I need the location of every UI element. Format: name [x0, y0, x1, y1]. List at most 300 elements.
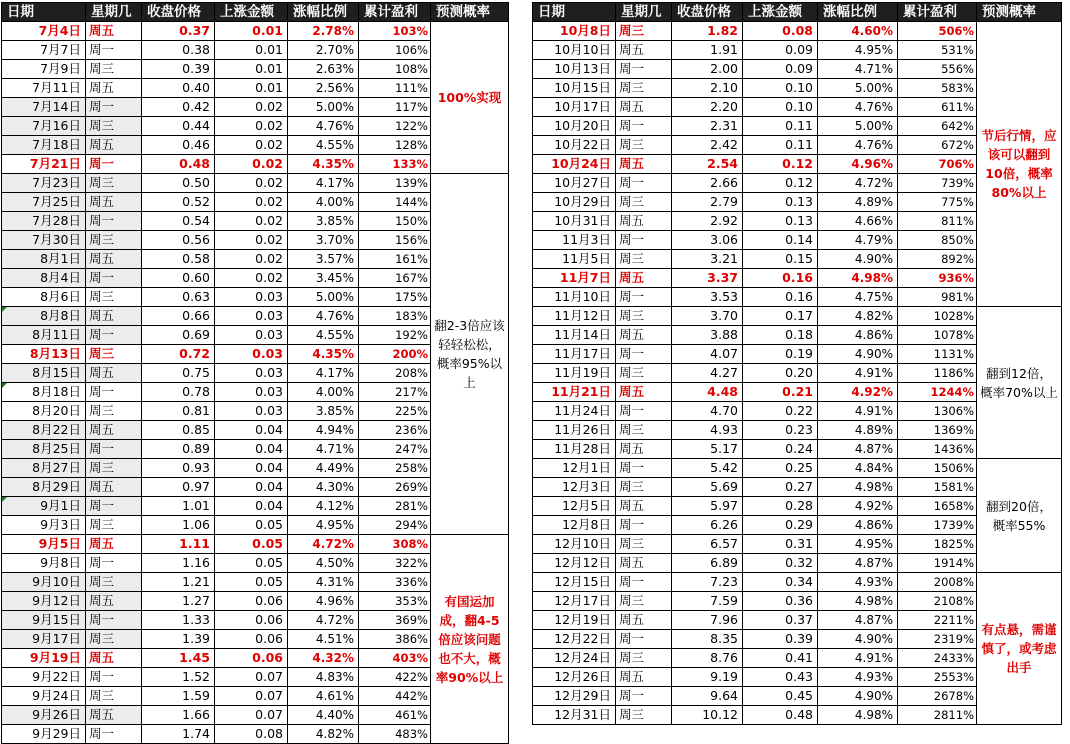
weekday-cell: 周一	[616, 231, 672, 250]
cumulative-profit-cell: 161%	[359, 250, 431, 269]
cumulative-profit-cell: 1131%	[898, 345, 977, 364]
rise-amount-cell: 0.09	[743, 41, 818, 60]
rise-amount-cell: 0.39	[743, 630, 818, 649]
weekday-cell: 周三	[86, 288, 142, 307]
close-price-cell: 1.16	[142, 554, 215, 573]
cumulative-profit-cell: 322%	[359, 554, 431, 573]
close-price-cell: 2.42	[672, 136, 743, 155]
rise-pct-cell: 4.98%	[818, 706, 898, 725]
weekday-cell: 周三	[86, 174, 142, 193]
date-cell: 12月8日	[533, 516, 616, 535]
date-cell: 10月10日	[533, 41, 616, 60]
rise-amount-cell: 0.01	[215, 79, 288, 98]
rise-pct-cell: 4.55%	[288, 326, 359, 345]
header-forecast: 预测概率	[977, 3, 1062, 22]
weekday-cell: 周三	[86, 60, 142, 79]
header-cumulative-profit: 累计盈利	[898, 3, 977, 22]
close-price-cell: 1.33	[142, 611, 215, 630]
table-row	[2, 22, 509, 41]
weekday-cell: 周一	[86, 554, 142, 573]
forecast-note: 节后行情，应该可以翻到10倍，概率80%以上	[977, 22, 1062, 307]
rise-pct-cell: 2.78%	[288, 22, 359, 41]
rise-amount-cell: 0.04	[215, 459, 288, 478]
close-price-cell: 0.60	[142, 269, 215, 288]
weekday-cell: 周三	[86, 516, 142, 535]
weekday-cell: 周一	[616, 402, 672, 421]
weekday-cell: 周一	[616, 687, 672, 706]
cumulative-profit-cell: 103%	[359, 22, 431, 41]
cumulative-profit-cell: 556%	[898, 60, 977, 79]
weekday-cell: 周五	[616, 155, 672, 174]
close-price-cell: 5.69	[672, 478, 743, 497]
cumulative-profit-cell: 611%	[898, 98, 977, 117]
rise-amount-cell: 0.05	[215, 573, 288, 592]
date-cell: 10月20日	[533, 117, 616, 136]
rise-pct-cell: 4.12%	[288, 497, 359, 516]
header-rise-amount: 上涨金额	[215, 3, 288, 22]
rise-pct-cell: 3.85%	[288, 212, 359, 231]
close-price-cell: 0.48	[142, 155, 215, 174]
close-price-cell: 0.46	[142, 136, 215, 155]
date-cell: 12月26日	[533, 668, 616, 687]
close-price-cell: 1.06	[142, 516, 215, 535]
rise-amount-cell: 0.02	[215, 155, 288, 174]
rise-amount-cell: 0.13	[743, 212, 818, 231]
rise-amount-cell: 0.23	[743, 421, 818, 440]
rise-pct-cell: 4.49%	[288, 459, 359, 478]
weekday-cell: 周一	[86, 326, 142, 345]
close-price-cell: 0.66	[142, 307, 215, 326]
cumulative-profit-cell: 583%	[898, 79, 977, 98]
date-cell: 7月30日	[2, 231, 86, 250]
table-row	[2, 174, 509, 193]
cumulative-profit-cell: 981%	[898, 288, 977, 307]
date-cell: 8月18日	[2, 383, 86, 402]
rise-pct-cell: 3.57%	[288, 250, 359, 269]
rise-pct-cell: 4.89%	[818, 193, 898, 212]
close-price-cell: 7.59	[672, 592, 743, 611]
cumulative-profit-cell: 192%	[359, 326, 431, 345]
date-cell: 11月17日	[533, 345, 616, 364]
cumulative-profit-cell: 531%	[898, 41, 977, 60]
close-price-cell: 8.76	[672, 649, 743, 668]
forecast-note: 有点悬，需谨慎了，或考虑出手	[977, 573, 1062, 725]
rise-pct-cell: 5.00%	[288, 98, 359, 117]
date-cell: 7月28日	[2, 212, 86, 231]
cumulative-profit-cell: 2811%	[898, 706, 977, 725]
forecast-note: 翻到20倍，概率55%	[977, 459, 1062, 573]
rise-pct-cell: 4.72%	[288, 611, 359, 630]
date-cell: 10月13日	[533, 60, 616, 79]
cumulative-profit-cell: 775%	[898, 193, 977, 212]
date-cell: 10月15日	[533, 79, 616, 98]
header-row	[533, 3, 1062, 22]
cumulative-profit-cell: 175%	[359, 288, 431, 307]
rise-pct-cell: 4.71%	[288, 440, 359, 459]
header-weekday: 星期几	[616, 3, 672, 22]
close-price-cell: 0.93	[142, 459, 215, 478]
rise-pct-cell: 4.87%	[818, 440, 898, 459]
weekday-cell: 周三	[86, 573, 142, 592]
header-rise-pct: 涨幅比例	[818, 3, 898, 22]
close-price-cell: 5.42	[672, 459, 743, 478]
close-price-cell: 7.96	[672, 611, 743, 630]
rise-pct-cell: 2.56%	[288, 79, 359, 98]
table-row	[2, 535, 509, 554]
rise-amount-cell: 0.41	[743, 649, 818, 668]
rise-amount-cell: 0.07	[215, 687, 288, 706]
rise-pct-cell: 4.76%	[288, 117, 359, 136]
rise-amount-cell: 0.06	[215, 611, 288, 630]
rise-pct-cell: 4.61%	[288, 687, 359, 706]
date-cell: 7月23日	[2, 174, 86, 193]
weekday-cell: 周三	[616, 193, 672, 212]
rise-amount-cell: 0.18	[743, 326, 818, 345]
weekday-cell: 周一	[616, 174, 672, 193]
rise-amount-cell: 0.04	[215, 478, 288, 497]
close-price-cell: 6.26	[672, 516, 743, 535]
weekday-cell: 周一	[86, 611, 142, 630]
rise-pct-cell: 4.90%	[818, 345, 898, 364]
rise-pct-cell: 4.40%	[288, 706, 359, 725]
close-price-cell: 4.70	[672, 402, 743, 421]
weekday-cell: 周三	[86, 231, 142, 250]
rise-amount-cell: 0.03	[215, 288, 288, 307]
rise-amount-cell: 0.02	[215, 212, 288, 231]
forecast-note: 翻2-3倍应该轻轻松松，概率95%以上	[431, 174, 509, 535]
weekday-cell: 周五	[86, 478, 142, 497]
rise-amount-cell: 0.16	[743, 269, 818, 288]
weekday-cell: 周三	[616, 421, 672, 440]
date-cell: 12月3日	[533, 478, 616, 497]
cumulative-profit-cell: 336%	[359, 573, 431, 592]
cumulative-profit-cell: 247%	[359, 440, 431, 459]
weekday-cell: 周五	[86, 649, 142, 668]
close-price-cell: 10.12	[672, 706, 743, 725]
weekday-cell: 周三	[86, 687, 142, 706]
cumulative-profit-cell: 1436%	[898, 440, 977, 459]
weekday-cell: 周五	[616, 212, 672, 231]
close-price-cell: 1.27	[142, 592, 215, 611]
date-cell: 7月14日	[2, 98, 86, 117]
rise-amount-cell: 0.37	[743, 611, 818, 630]
weekday-cell: 周一	[86, 155, 142, 174]
rise-pct-cell: 4.76%	[818, 98, 898, 117]
close-price-cell: 1.59	[142, 687, 215, 706]
rise-amount-cell: 0.07	[215, 706, 288, 725]
date-cell: 8月13日	[2, 345, 86, 364]
weekday-cell: 周五	[86, 136, 142, 155]
rise-pct-cell: 4.17%	[288, 174, 359, 193]
weekday-cell: 周五	[616, 383, 672, 402]
rise-pct-cell: 4.90%	[818, 630, 898, 649]
rise-amount-cell: 0.04	[215, 440, 288, 459]
rise-pct-cell: 4.79%	[818, 231, 898, 250]
rise-pct-cell: 4.98%	[818, 592, 898, 611]
weekday-cell: 周一	[86, 269, 142, 288]
close-price-cell: 0.78	[142, 383, 215, 402]
cumulative-profit-cell: 850%	[898, 231, 977, 250]
cumulative-profit-cell: 739%	[898, 174, 977, 193]
rise-amount-cell: 0.24	[743, 440, 818, 459]
close-price-cell: 1.52	[142, 668, 215, 687]
cumulative-profit-cell: 2108%	[898, 592, 977, 611]
rise-pct-cell: 4.75%	[818, 288, 898, 307]
close-price-cell: 0.37	[142, 22, 215, 41]
cumulative-profit-cell: 258%	[359, 459, 431, 478]
close-price-cell: 1.39	[142, 630, 215, 649]
rise-amount-cell: 0.02	[215, 269, 288, 288]
date-cell: 7月25日	[2, 193, 86, 212]
cumulative-profit-cell: 442%	[359, 687, 431, 706]
date-cell: 11月21日	[533, 383, 616, 402]
header-close-price: 收盘价格	[142, 3, 215, 22]
header-weekday: 星期几	[86, 3, 142, 22]
close-price-cell: 2.31	[672, 117, 743, 136]
weekday-cell: 周一	[616, 288, 672, 307]
weekday-cell: 周五	[86, 364, 142, 383]
weekday-cell: 周五	[616, 611, 672, 630]
weekday-cell: 周五	[616, 497, 672, 516]
weekday-cell: 周五	[616, 326, 672, 345]
cumulative-profit-cell: 422%	[359, 668, 431, 687]
rise-pct-cell: 4.96%	[288, 592, 359, 611]
close-price-cell: 3.53	[672, 288, 743, 307]
rise-pct-cell: 4.76%	[288, 307, 359, 326]
weekday-cell: 周五	[616, 98, 672, 117]
rise-pct-cell: 4.35%	[288, 345, 359, 364]
rise-pct-cell: 4.95%	[818, 535, 898, 554]
close-price-cell: 1.45	[142, 649, 215, 668]
cumulative-profit-cell: 1914%	[898, 554, 977, 573]
close-price-cell: 4.07	[672, 345, 743, 364]
cumulative-profit-cell: 1306%	[898, 402, 977, 421]
weekday-cell: 周三	[616, 592, 672, 611]
cumulative-profit-cell: 2211%	[898, 611, 977, 630]
weekday-cell: 周一	[616, 459, 672, 478]
forecast-note: 有国运加成，翻4-5倍应该问题也不大，概率90%以上	[431, 535, 509, 744]
close-price-cell: 2.00	[672, 60, 743, 79]
close-price-cell: 0.38	[142, 41, 215, 60]
rise-amount-cell: 0.06	[215, 592, 288, 611]
date-cell: 8月22日	[2, 421, 86, 440]
rise-pct-cell: 4.72%	[818, 174, 898, 193]
date-cell: 10月29日	[533, 193, 616, 212]
cumulative-profit-cell: 236%	[359, 421, 431, 440]
cumulative-profit-cell: 1739%	[898, 516, 977, 535]
date-cell: 7月21日	[2, 155, 86, 174]
weekday-cell: 周三	[86, 459, 142, 478]
weekday-cell: 周五	[86, 706, 142, 725]
weekday-cell: 周五	[86, 307, 142, 326]
close-price-cell: 6.57	[672, 535, 743, 554]
rise-pct-cell: 4.93%	[818, 668, 898, 687]
date-cell: 7月9日	[2, 60, 86, 79]
close-price-cell: 2.54	[672, 155, 743, 174]
weekday-cell: 周一	[86, 41, 142, 60]
date-cell: 9月17日	[2, 630, 86, 649]
rise-pct-cell: 4.96%	[818, 155, 898, 174]
cumulative-profit-cell: 672%	[898, 136, 977, 155]
cumulative-profit-cell: 1369%	[898, 421, 977, 440]
cumulative-profit-cell: 156%	[359, 231, 431, 250]
close-price-cell: 0.89	[142, 440, 215, 459]
close-price-cell: 0.58	[142, 250, 215, 269]
header-rise-amount: 上涨金额	[743, 3, 818, 22]
date-cell: 8月25日	[2, 440, 86, 459]
header-close-price: 收盘价格	[672, 3, 743, 22]
date-cell: 10月27日	[533, 174, 616, 193]
rise-amount-cell: 0.02	[215, 136, 288, 155]
cumulative-profit-cell: 1506%	[898, 459, 977, 478]
date-cell: 12月22日	[533, 630, 616, 649]
close-price-cell: 3.37	[672, 269, 743, 288]
header-rise-pct: 涨幅比例	[288, 3, 359, 22]
rise-amount-cell: 0.20	[743, 364, 818, 383]
date-cell: 11月19日	[533, 364, 616, 383]
date-cell: 9月12日	[2, 592, 86, 611]
forecast-note: 翻到12倍，概率70%以上	[977, 307, 1062, 459]
cumulative-profit-cell: 144%	[359, 193, 431, 212]
cumulative-profit-cell: 108%	[359, 60, 431, 79]
rise-pct-cell: 4.00%	[288, 383, 359, 402]
close-price-cell: 0.42	[142, 98, 215, 117]
weekday-cell: 周三	[86, 345, 142, 364]
rise-amount-cell: 0.02	[215, 174, 288, 193]
date-cell: 12月12日	[533, 554, 616, 573]
rise-pct-cell: 4.76%	[818, 136, 898, 155]
rise-pct-cell: 4.98%	[818, 269, 898, 288]
weekday-cell: 周一	[616, 630, 672, 649]
rise-amount-cell: 0.36	[743, 592, 818, 611]
date-cell: 10月31日	[533, 212, 616, 231]
rise-pct-cell: 4.86%	[818, 326, 898, 345]
date-cell: 8月15日	[2, 364, 86, 383]
rise-amount-cell: 0.03	[215, 307, 288, 326]
rise-pct-cell: 4.17%	[288, 364, 359, 383]
rise-pct-cell: 4.92%	[818, 497, 898, 516]
rise-amount-cell: 0.15	[743, 250, 818, 269]
cumulative-profit-cell: 2553%	[898, 668, 977, 687]
weekday-cell: 周五	[86, 421, 142, 440]
weekday-cell: 周三	[616, 22, 672, 41]
date-cell: 11月12日	[533, 307, 616, 326]
rise-pct-cell: 3.45%	[288, 269, 359, 288]
close-price-cell: 0.50	[142, 174, 215, 193]
date-cell: 7月7日	[2, 41, 86, 60]
cumulative-profit-cell: 117%	[359, 98, 431, 117]
rise-amount-cell: 0.03	[215, 402, 288, 421]
rise-amount-cell: 0.12	[743, 155, 818, 174]
rise-pct-cell: 4.90%	[818, 250, 898, 269]
weekday-cell: 周一	[86, 212, 142, 231]
header-cumulative-profit: 累计盈利	[359, 3, 431, 22]
date-cell: 8月4日	[2, 269, 86, 288]
weekday-cell: 周一	[86, 440, 142, 459]
rise-amount-cell: 0.03	[215, 383, 288, 402]
cumulative-profit-cell: 1244%	[898, 383, 977, 402]
cumulative-profit-cell: 892%	[898, 250, 977, 269]
cumulative-profit-cell: 642%	[898, 117, 977, 136]
rise-pct-cell: 4.93%	[818, 573, 898, 592]
rise-pct-cell: 4.87%	[818, 611, 898, 630]
date-cell: 8月1日	[2, 250, 86, 269]
cumulative-profit-cell: 1658%	[898, 497, 977, 516]
rise-amount-cell: 0.02	[215, 117, 288, 136]
cumulative-profit-cell: 122%	[359, 117, 431, 136]
rise-pct-cell: 4.84%	[818, 459, 898, 478]
close-price-cell: 8.35	[672, 630, 743, 649]
rise-amount-cell: 0.25	[743, 459, 818, 478]
weekday-cell: 周三	[616, 364, 672, 383]
header-date: 日期	[2, 3, 86, 22]
date-cell: 9月10日	[2, 573, 86, 592]
date-cell: 10月17日	[533, 98, 616, 117]
cumulative-profit-cell: 811%	[898, 212, 977, 231]
cumulative-profit-cell: 139%	[359, 174, 431, 193]
weekday-cell: 周五	[86, 193, 142, 212]
rise-amount-cell: 0.11	[743, 117, 818, 136]
date-cell: 12月17日	[533, 592, 616, 611]
rise-amount-cell: 0.01	[215, 22, 288, 41]
rise-pct-cell: 2.70%	[288, 41, 359, 60]
date-cell: 10月24日	[533, 155, 616, 174]
date-cell: 9月29日	[2, 725, 86, 744]
date-cell: 12月10日	[533, 535, 616, 554]
cumulative-profit-cell: 167%	[359, 269, 431, 288]
rise-amount-cell: 0.08	[215, 725, 288, 744]
rise-pct-cell: 4.98%	[818, 478, 898, 497]
close-price-cell: 2.92	[672, 212, 743, 231]
rise-amount-cell: 0.02	[215, 231, 288, 250]
close-price-cell: 1.01	[142, 497, 215, 516]
cumulative-profit-cell: 128%	[359, 136, 431, 155]
weekday-cell: 周三	[616, 307, 672, 326]
rise-amount-cell: 0.45	[743, 687, 818, 706]
weekday-cell: 周三	[86, 630, 142, 649]
cumulative-profit-cell: 1581%	[898, 478, 977, 497]
rise-amount-cell: 0.16	[743, 288, 818, 307]
right-table	[532, 2, 1062, 725]
cumulative-profit-cell: 150%	[359, 212, 431, 231]
rise-pct-cell: 4.91%	[818, 402, 898, 421]
weekday-cell: 周三	[616, 478, 672, 497]
date-cell: 12月19日	[533, 611, 616, 630]
close-price-cell: 3.88	[672, 326, 743, 345]
close-price-cell: 0.54	[142, 212, 215, 231]
date-cell: 11月14日	[533, 326, 616, 345]
close-price-cell: 9.19	[672, 668, 743, 687]
date-cell: 8月6日	[2, 288, 86, 307]
rise-amount-cell: 0.19	[743, 345, 818, 364]
close-price-cell: 1.66	[142, 706, 215, 725]
weekday-cell: 周一	[616, 573, 672, 592]
rise-pct-cell: 5.00%	[818, 79, 898, 98]
date-cell: 9月24日	[2, 687, 86, 706]
rise-amount-cell: 0.04	[215, 421, 288, 440]
weekday-cell: 周五	[616, 668, 672, 687]
weekday-cell: 周一	[86, 497, 142, 516]
cumulative-profit-cell: 353%	[359, 592, 431, 611]
rise-amount-cell: 0.14	[743, 231, 818, 250]
header-forecast: 预测概率	[431, 3, 509, 22]
rise-amount-cell: 0.02	[215, 193, 288, 212]
date-cell: 10月22日	[533, 136, 616, 155]
table-row	[533, 459, 1062, 478]
rise-amount-cell: 0.04	[215, 497, 288, 516]
cumulative-profit-cell: 403%	[359, 649, 431, 668]
date-cell: 12月29日	[533, 687, 616, 706]
